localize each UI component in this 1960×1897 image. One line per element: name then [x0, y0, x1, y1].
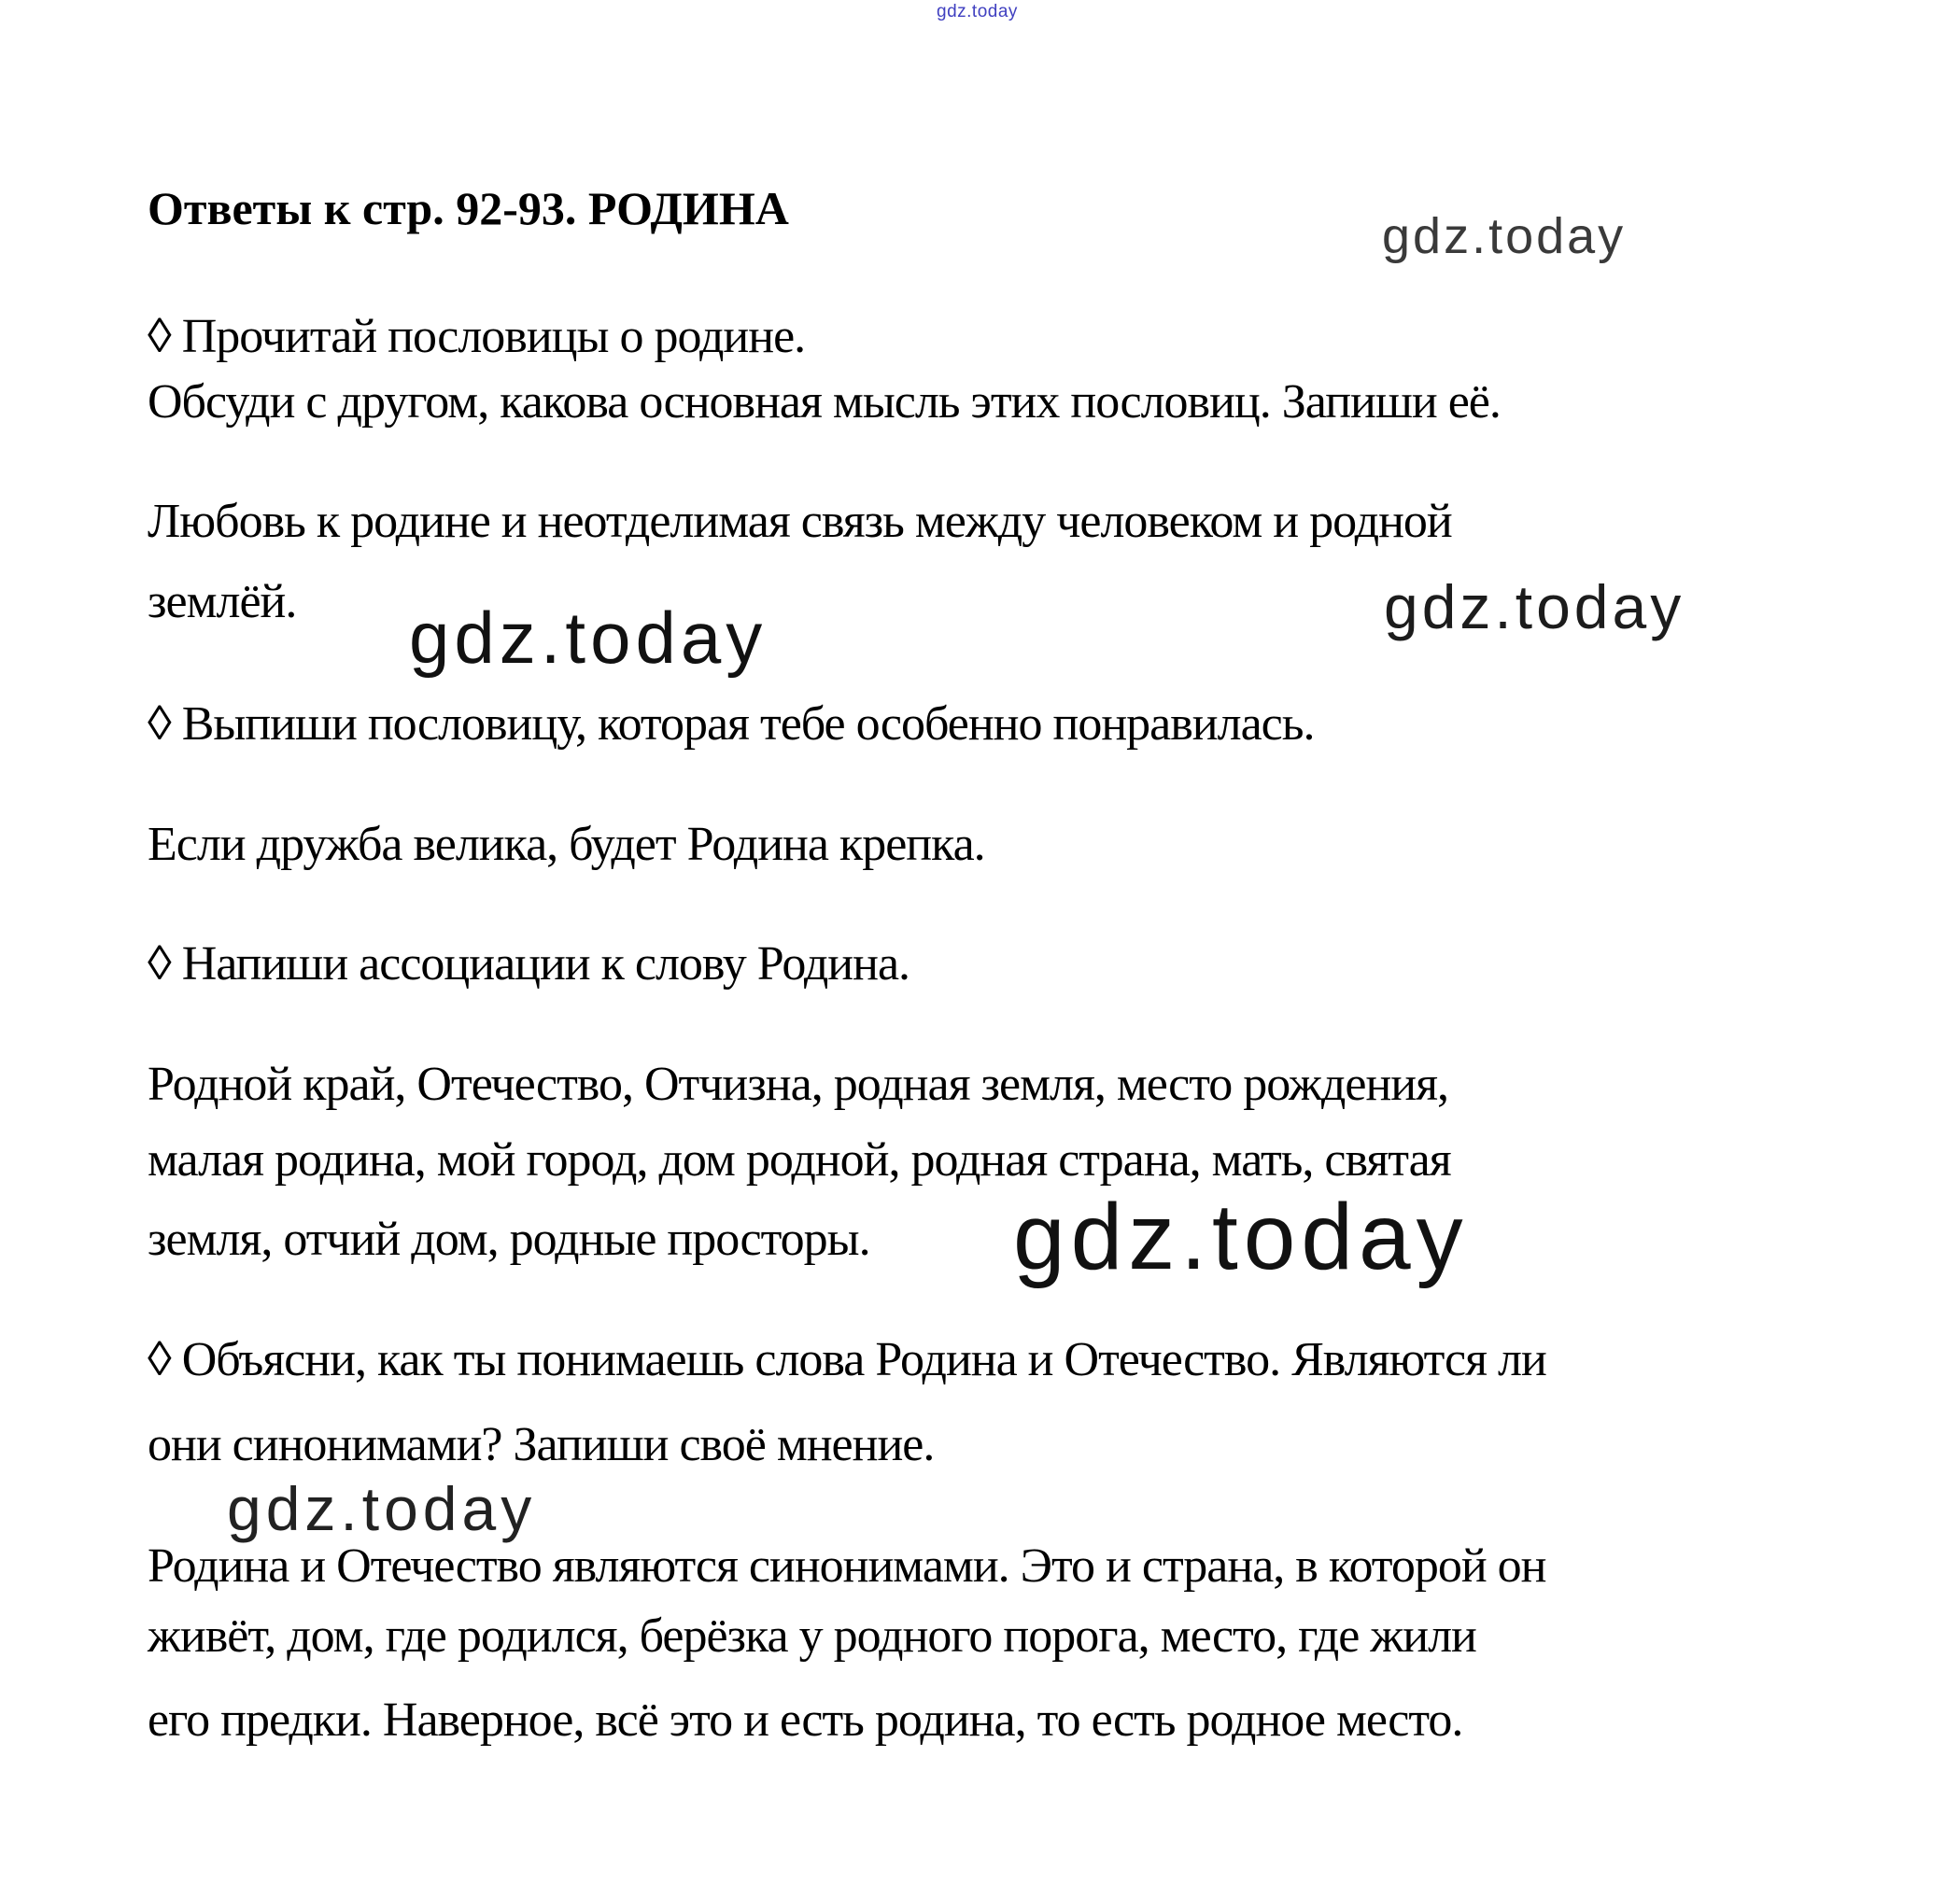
answer-3-line-1: Родной край, Отечество, Отчизна, родная земля, место рождения, — [148, 1058, 1449, 1111]
question-4-line-2: они синонимами? Запиши своё мнение. — [148, 1418, 935, 1471]
question-1-line-2: Обсуди с другом, какова основная мысль этих пословиц. Запиши её. — [148, 375, 1501, 429]
answer-4-line-1: Родина и Отечество являются синонимами. Это и страна, в которой он — [148, 1539, 1546, 1593]
watermark-title-row: gdz.today — [1382, 208, 1627, 264]
answer-3-line-2: малая родина, мой город, дом родной, родная страна, мать, святая — [148, 1133, 1451, 1187]
watermark-top: gdz.today — [937, 2, 1018, 21]
question-3: ◊ Напиши ассоциации к слову Родина. — [148, 937, 910, 991]
answer-1-line-1: Любовь к родине и неотделимая связь между человеком и родной — [148, 495, 1452, 548]
watermark-mid-right: gdz.today — [1384, 572, 1685, 641]
answer-3-line-3: земля, отчий дом, родные просторы. — [148, 1213, 870, 1266]
page-title: Ответы к стр. 92-93. РОДИНА — [148, 182, 789, 234]
answer-4-line-3: его предки. Наверное, всё это и есть родина, то есть родное место. — [148, 1693, 1463, 1747]
question-1-line-1: ◊ Прочитай пословицы о родине. — [148, 310, 806, 363]
question-2: ◊ Выпиши пословицу, которая тебе особенно понравилась. — [148, 697, 1315, 751]
answer-4-line-2: живёт, дом, где родился, берёзка у родного порога, место, где жили — [148, 1609, 1476, 1663]
question-4-line-1: ◊ Объясни, как ты понимаешь слова Родина и Отечество. Являются ли — [148, 1333, 1546, 1386]
watermark-bottom-left: gdz.today — [227, 1474, 537, 1543]
answer-2: Если дружба велика, будет Родина крепка. — [148, 818, 985, 871]
watermark-center: gdz.today — [409, 597, 768, 679]
answer-1-line-2: землёй. — [148, 575, 297, 628]
watermark-large: gdz.today — [1013, 1185, 1469, 1289]
